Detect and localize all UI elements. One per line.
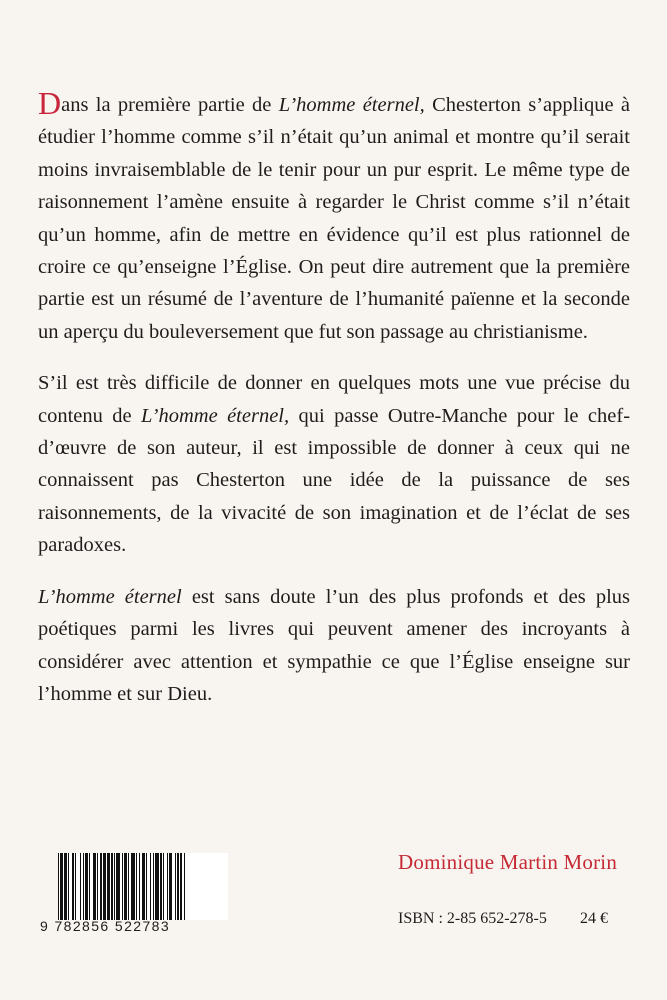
book-title: L’homme éternel [38,585,182,608]
barcode-space [185,853,188,920]
paragraph-2-end: qui passe Outre-Manche pour le chef-d’œuvre de son auteur, il est impossible de donner à ceux qui ne connaissent pas Chesterton une idée de la puissance de ses raisonnements, de la vivacité de son imagination et de l’éclat de ses paradoxes. [38,404,631,557]
book-title: L’homme éternel, [141,404,290,427]
paragraph-1-intro: ans la première partie de [61,94,272,116]
barcode-digits: 9 782856 522783 [40,918,170,934]
paragraph-2-start: S’il est très difficile de donner en quelques mots une vue précise du contenu de [38,372,630,427]
publisher-name: Dominique Martin Morin [398,850,618,874]
paragraph-3 [38,581,630,711]
isbn-barcode [40,853,229,945]
paragraph-3-body: est sans doute l’un des plus profonds et des plus poétiques parmi les livres qui peuvent amener des incroyants à considérer avec attention et sympathie ce que l’Église enseigne sur l’homme et sur Dieu. [38,585,631,705]
description-text [38,85,631,729]
paragraph-1-body: Chesterton s’applique à étudier l’homme comme s’il n’était qu’un animal et montre qu’il serait moins invraisemblable de le tenir pour un pur esprit. Le même type de raisonnement l’amène ensuite à regarder le Christ comme s’il n’était qu’un homme, afin de mettre en évidence qu’il est plus rationnel de croire ce qu’enseigne l’Église. On peut dire autrement que la première partie est un résumé de l’aventure de l’humanité païenne et la seconde un aperçu du bouleversement que fut son passage au christianisme. [38,94,631,343]
paragraph-1 [38,85,631,348]
paragraph-2 [38,367,630,561]
price: 24 € [580,910,608,927]
book-title: L’homme éternel, [278,94,425,116]
isbn-number: ISBN : 2-85 652-278-5 [398,910,547,927]
barcode-bars [58,853,228,920]
drop-cap: D [38,85,62,121]
